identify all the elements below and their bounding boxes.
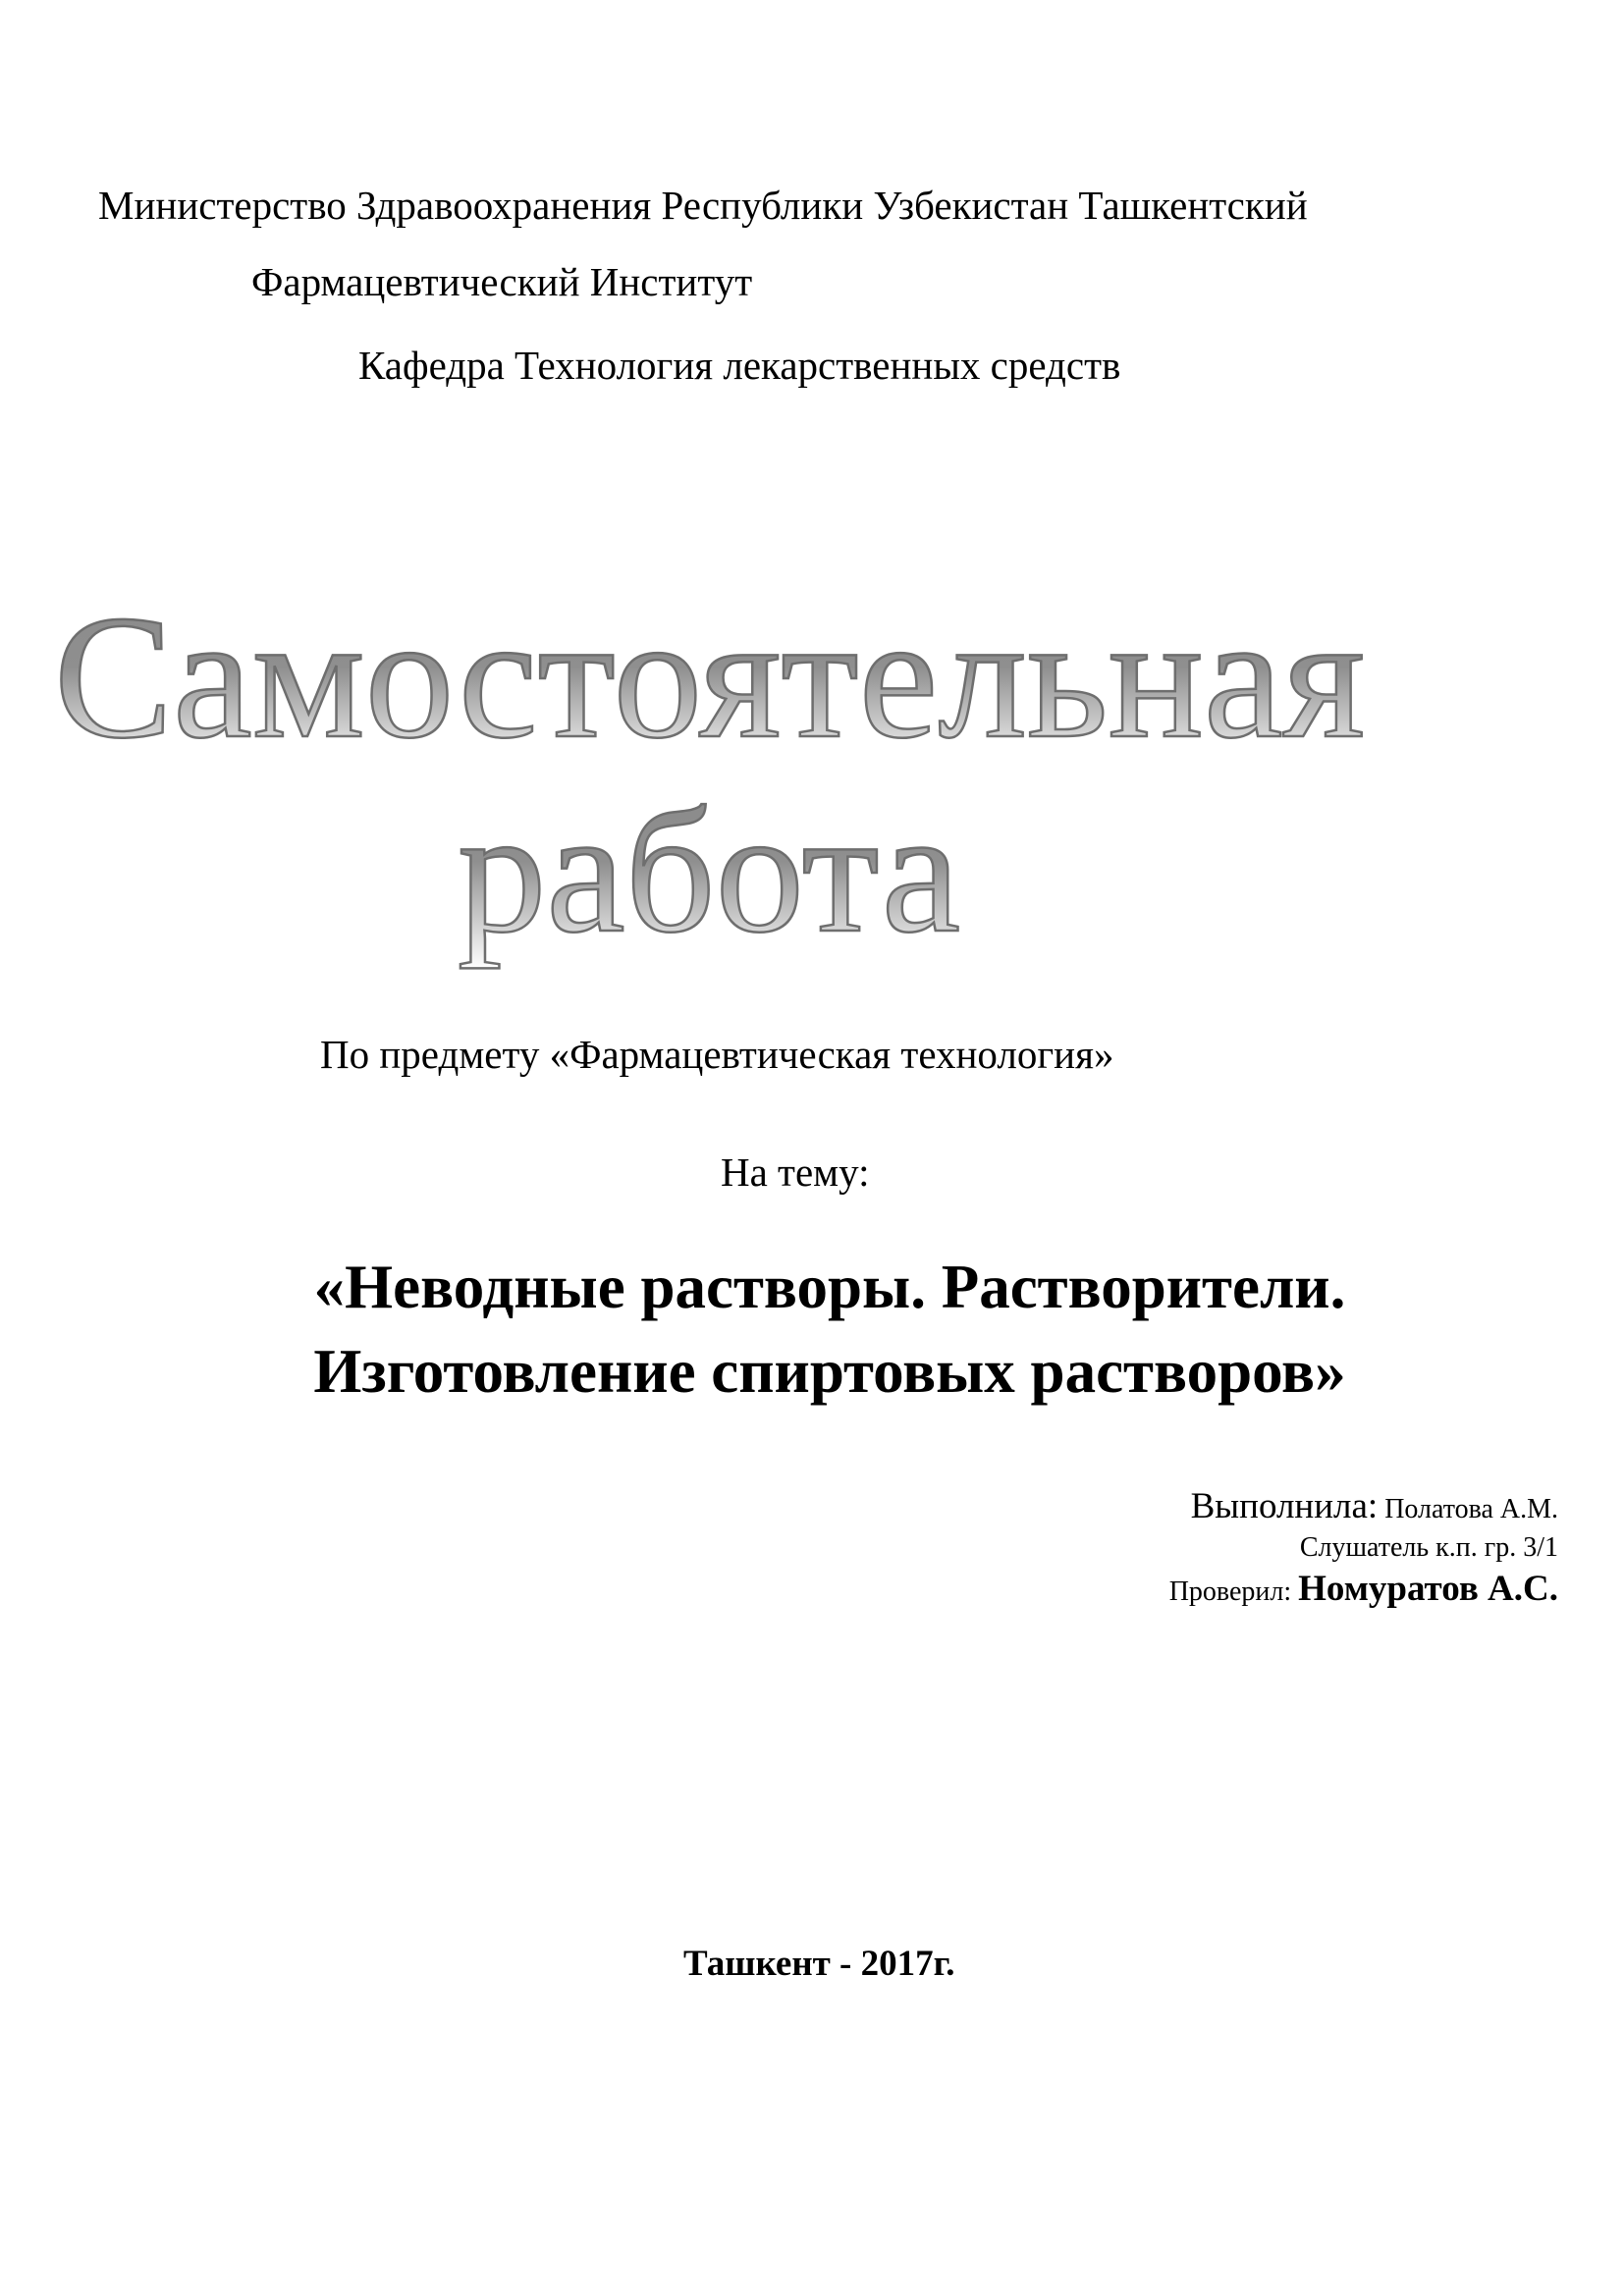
performed-by — [1191, 1488, 1558, 1524]
topic-line-1: «Неводные растворы. Растворители. — [313, 1253, 1346, 1321]
ministry-line: Министерство Здравоохранения Республики Узбекистан Ташкентский — [98, 183, 1308, 228]
checked-label: Проверил: — [1168, 1576, 1292, 1607]
performed-name: Полатова А.М. — [1384, 1494, 1558, 1524]
checked-name: Номуратов А.С. — [1298, 1569, 1558, 1609]
title-word-1: Самостоятельная — [54, 579, 1366, 774]
performed-label: Выполнила: — [1190, 1486, 1379, 1526]
department-line: Кафедра Технология лекарственных средств — [358, 343, 1121, 388]
subject-line: По предмету «Фармацевтическая технология» — [320, 1032, 1114, 1077]
topic-label: На тему: — [721, 1149, 870, 1195]
footer-city-year: Ташкент - 2017г. — [683, 1944, 955, 1984]
institute-line: Фармацевтический Институт — [251, 259, 753, 304]
title-word-2: работа — [458, 774, 960, 969]
title-wordart — [0, 0, 1624, 1031]
topic-line-2: Изготовление спиртовых растворов» — [313, 1337, 1346, 1406]
student-info: Слушатель к.п. гр. 3/1 — [1299, 1532, 1558, 1563]
checked-by — [1169, 1571, 1558, 1607]
